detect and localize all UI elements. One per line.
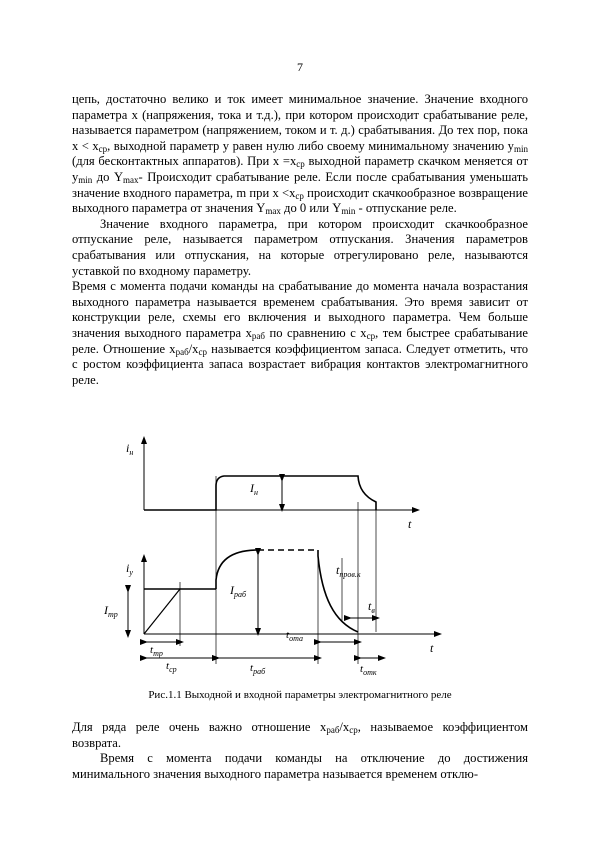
label-t-bottom: t <box>430 641 434 655</box>
label-i-n: $i_н$ <box>126 441 134 457</box>
paragraph-5: Время с момента подачи команды на отключение до достижения минимального значения выходного параметра называется временем отклю- <box>72 751 528 781</box>
page-number: 7 <box>297 60 303 74</box>
paragraph-4: Для ряда реле очень важно отношение $x_{раб}/x_{ср}$, называемое коэффициентом возврата. <box>72 720 529 750</box>
relay-timing-diagram <box>100 432 460 678</box>
text-block-top <box>72 92 528 388</box>
label-I-rab: $I_{раб}$ <box>230 583 247 599</box>
paragraph-2: Значение входного параметра, при котором происходит скачкообразное отпускание реле, называется параметром отпускания. Значения параметров срабатывания или отпускания, на которые отрегулировано реле, называются уставкой по входному параметру. <box>72 216 528 278</box>
label-t-ota: $t_{ота}$ <box>286 629 303 643</box>
label-t-v: $t_в$ <box>368 599 375 615</box>
label-t-prov: $t_{пров.к}$ <box>336 563 361 579</box>
figure-caption: Рис.1.1 Выходной и входной параметры электромагнитного реле <box>148 689 452 701</box>
label-t-otk: $t_{отк}$ <box>360 663 377 677</box>
output-current-curve <box>144 476 376 510</box>
paragraph-3: Время с момента подачи команды на срабатывание до момента начала возрастания выходного параметра называется временем срабатывания. Это время зависит от конструкции реле, схемы его включения и выходного параметра. Чем больше значения выходного параметра $x_{раб}$ по сравнению с $x_{ср}$, тем быстрее срабатывание реле. Отношение $x_{раб}/x_{ср}$ называется коэффициентом запаса. Следует отметить, что с ростом коэффициента запаса возрастает вибрация контактов электромагнитного реле. <box>72 279 529 387</box>
label-t-top: t <box>408 517 412 531</box>
label-I-tr: $I_{тр}$ <box>104 603 118 619</box>
working-current-rise <box>216 550 258 589</box>
label-t-sr: $t_{ср}$ <box>166 660 177 674</box>
rise-ramp-line <box>144 589 180 634</box>
label-t-rab: $t_{раб}$ <box>250 662 266 676</box>
label-t-tr: $t_{тр}$ <box>150 644 163 658</box>
label-i-y: $i_у$ <box>126 561 133 577</box>
label-I-n: $I_н$ <box>250 481 258 497</box>
paragraph-1: цепь, достаточно велико и ток имеет минимальное значение. Значение входного параметра x (напряжения, тока и т.д.), при котором происходит срабатывание реле, называется параметром (напряжением, током и т. д.) срабатывания. До тех пор, пока $x < x_{ср}$, выходной параметр y равен нулю либо своему минимальному значению $y_{min}$ (для бесконтактных аппаратов). При $x =x_{ср}$ выходной параметр скачком меняется от $y_{min}$ до $Y_{max}-$ Происходит срабатывание реле. Если после срабатывания уменьшать значение входного параметра, m при $x <x_{ср}$ происходит скачкообразное возвращение выходного параметра от значения $Y_{max}$ до 0 или $Y_{min}$ - отпускание реле. <box>72 92 528 217</box>
text-block-bottom <box>72 720 528 782</box>
